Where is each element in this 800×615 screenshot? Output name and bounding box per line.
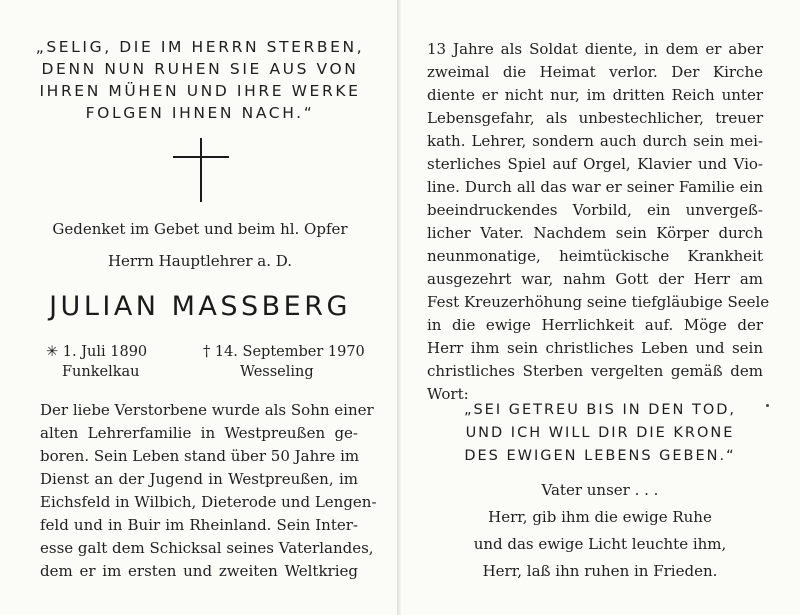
quote-line: DENN NUN RUHEN SIE AUS VON xyxy=(41,60,359,78)
gedenket-line: Gedenket im Gebet und beim hl. Opfer xyxy=(52,220,348,238)
bio-line: alten Lehrerfamilie in Westpreußen ge- xyxy=(40,424,358,442)
prayer xyxy=(420,477,780,585)
bio-line: line. Durch all das war er seiner Familie ein xyxy=(427,178,763,196)
quote-line: „SEI GETREU BIS IN DEN TOD, xyxy=(463,402,737,418)
prayer-line: Herr, gib ihm die ewige Ruhe xyxy=(488,508,712,526)
bio-line: boren. Sein Leben stand über 50 Jahre im xyxy=(40,447,360,465)
bio-line: Fest Kreuzerhöhung seine tiefgläubige Seele xyxy=(427,293,770,311)
prayer-line: Herr, laß ihn ruhen in Frieden. xyxy=(482,562,718,580)
bio-line: esse galt dem Schicksal seines Vaterlandes, xyxy=(40,539,374,557)
prayer-line: und das ewige Licht leuchte ihm, xyxy=(473,535,727,553)
bio-line: neunmonatige, heimtückische Krankheit xyxy=(427,247,763,265)
scripture-quote xyxy=(20,36,380,124)
deceased-title: Herrn Hauptlehrer a. D. xyxy=(107,252,293,270)
bio-line: Der liebe Verstorbene wurde als Sohn einer xyxy=(40,401,374,419)
crown-quote xyxy=(420,399,780,468)
bio-line: zweimal die Heimat verlor. Der Kirche xyxy=(427,63,763,81)
birth-place: Funkelkau xyxy=(62,364,140,380)
bio-line: kath. Lehrer, sondern auch durch sein mei- xyxy=(427,132,763,150)
bio-line: in die ewige Herrlichkeit auf. Möge der xyxy=(427,316,763,334)
quote-line: IHREN MÜHEN UND IHRE WERKE xyxy=(39,82,361,100)
bio-line: dem er im ersten und zweiten Weltkrieg xyxy=(40,562,358,580)
bio-line: Eichsfeld in Wilbich, Dieterode und Lengen- xyxy=(40,493,377,511)
card-fold xyxy=(397,0,401,615)
birth-date: ✳ 1. Juli 1890 xyxy=(46,344,148,360)
bio-line: 13 Jahre als Soldat diente, in dem er aber xyxy=(427,40,763,58)
death-date: † 14. September 1970 xyxy=(203,344,365,360)
bio-line: diente er nicht nur, im dritten Reich unter xyxy=(427,86,763,104)
bio-line: christliches Sterben vergelten gemäß dem xyxy=(427,362,763,380)
bio-line: sterliches Spiel auf Orgel, Klavier und Vio- xyxy=(427,155,763,173)
bio-line: Herr ihm sein christliches Leben und sein xyxy=(427,339,763,357)
bio-line: ausgezehrt war, nahm Gott der Herr am xyxy=(427,270,763,288)
quote-line: DES EWIGEN LEBENS GEBEN.“ xyxy=(464,448,736,464)
print-speck xyxy=(766,404,769,407)
deceased-name: JULIAN MASSBERG xyxy=(49,291,351,322)
prayer-line: Vater unser . . . xyxy=(541,481,659,499)
death-place: Wesseling xyxy=(240,364,314,380)
bio-line: Wort: xyxy=(427,385,469,403)
quote-line: UND ICH WILL DIR DIE KRONE xyxy=(465,425,735,441)
bio-line: beeindruckendes Vorbild, ein unvergeß- xyxy=(427,201,763,219)
bio-line: feld und in Buir im Rheinland. Sein Inter- xyxy=(40,516,358,534)
bio-line: Dienst an der Jugend in Westpreußen, im xyxy=(40,470,358,488)
bio-line: Lebensgefahr, als unbestechlicher, treuer xyxy=(427,109,763,127)
quote-line: „SELIG, DIE IM HERRN STERBEN, xyxy=(35,38,365,56)
quote-line: FOLGEN IHNEN NACH.“ xyxy=(85,104,315,122)
bio-line: licher Vater. Nachdem sein Körper durch xyxy=(427,224,763,242)
